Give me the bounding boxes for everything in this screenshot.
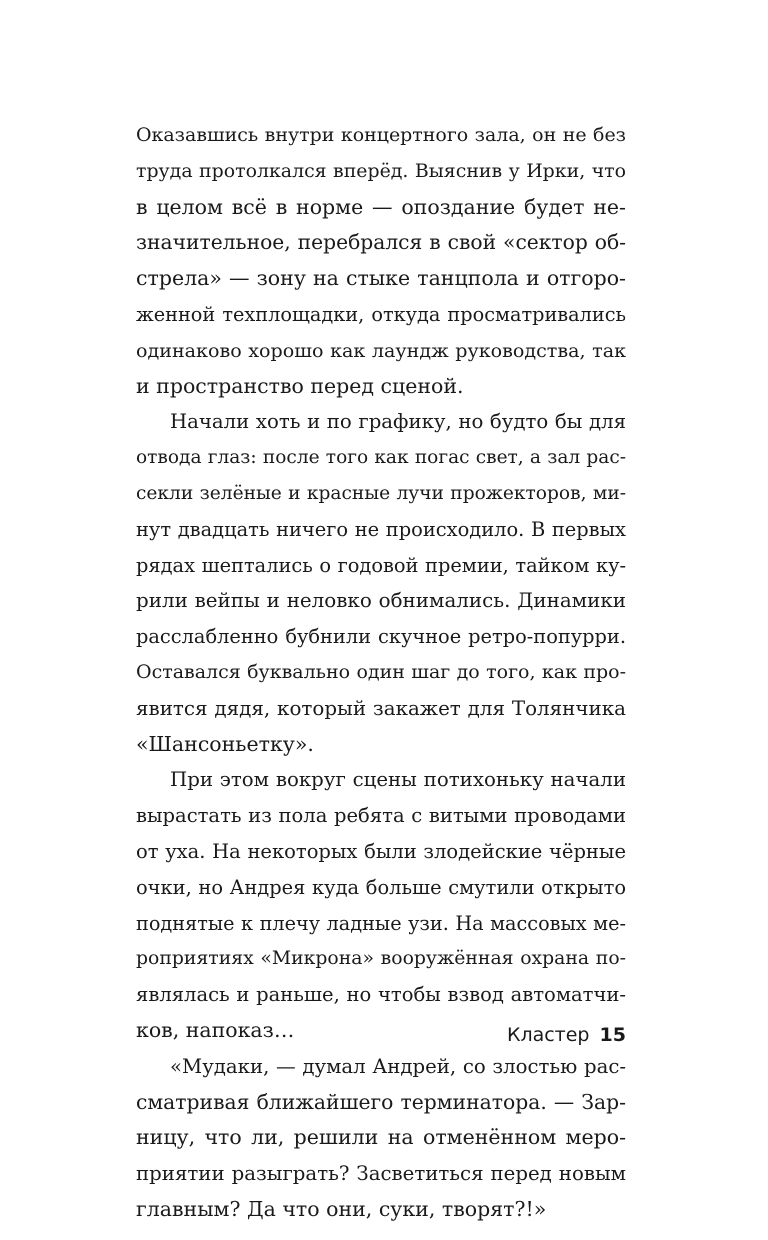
text-line: от уха. На некоторых были злодейские чёрные [136,839,626,863]
book-title: Кластер [506,1024,590,1046]
text-line: и пространство перед сценой. [136,373,464,398]
text-line: очки, но Андрея куда больше смутили открыто [136,875,626,899]
text-line: приятии разыграть? Засветиться перед новым [136,1162,626,1186]
text-line: роприятиях «Микрона» вооружённая охрана по- [136,948,626,970]
paragraph-3 [136,762,626,1048]
page-body [136,118,626,1228]
text-line: Оставался буквально один шаг до того, как про- [136,660,626,683]
text-line: вырастать из пола ребята с витыми проводами [136,804,626,828]
text-line: Начали хоть и по графику, но будто бы для [170,410,626,434]
text-line: «Мудаки, — думал Андрей, со злостью рас- [170,1054,626,1078]
text-line: поднятые к плечу ладные узи. На массовых ме- [136,911,626,935]
paragraph-2 [136,404,626,762]
paragraph-1 [136,118,626,404]
page-number: 15 [599,1024,626,1046]
text-line: сматривая ближайшего терминатора. — Зар- [136,1089,626,1114]
text-line: явится дядя, который закажет для Толянчика [136,696,626,720]
paragraph-4 [136,1049,626,1228]
text-line: одинаково хорошо как лаундж руководства, так [136,338,626,362]
text-line: ков, напоказ… [136,1017,295,1042]
text-line: труда протолкался вперёд. Выяснив у Ирки, что [136,159,626,182]
text-line: При этом вокруг сцены потихоньку начали [170,768,626,792]
text-line: Оказавшись внутри концертного зала, он не без [136,124,626,146]
text-line: «Шансоньетку». [136,731,314,756]
text-line: в целом всё в норме — опоздание будет не- [136,194,626,219]
text-line: ницу, что ли, решили на отменённом меро- [136,1125,626,1150]
text-line: отвода глаз: после того как погас свет, а зал рас- [136,447,626,469]
text-line: женной техплощадки, откуда просматривались [136,302,626,326]
text-line: расслабленно бубнили скучное ретро-попурри. [136,625,626,649]
text-line: значительное, перебрался в свой «сектор об- [136,230,626,255]
text-line: рили вейпы и неловко обнимались. Динамики [136,589,626,613]
text-line: стрела» — зону на стыке танцпола и отгоро- [136,266,626,291]
text-line: нут двадцать ничего не происходило. В первых [136,517,626,541]
text-line: рядах шептались о годовой премии, тайком ку- [136,553,626,577]
text-line: являлась и раньше, но чтобы взвод автоматчи- [136,983,626,1007]
running-footer [507,1024,626,1046]
text-line: секли зелёные и красные лучи прожекторов, ми- [136,482,626,504]
text-line: главным? Да что они, суки, творят?!» [136,1196,547,1221]
